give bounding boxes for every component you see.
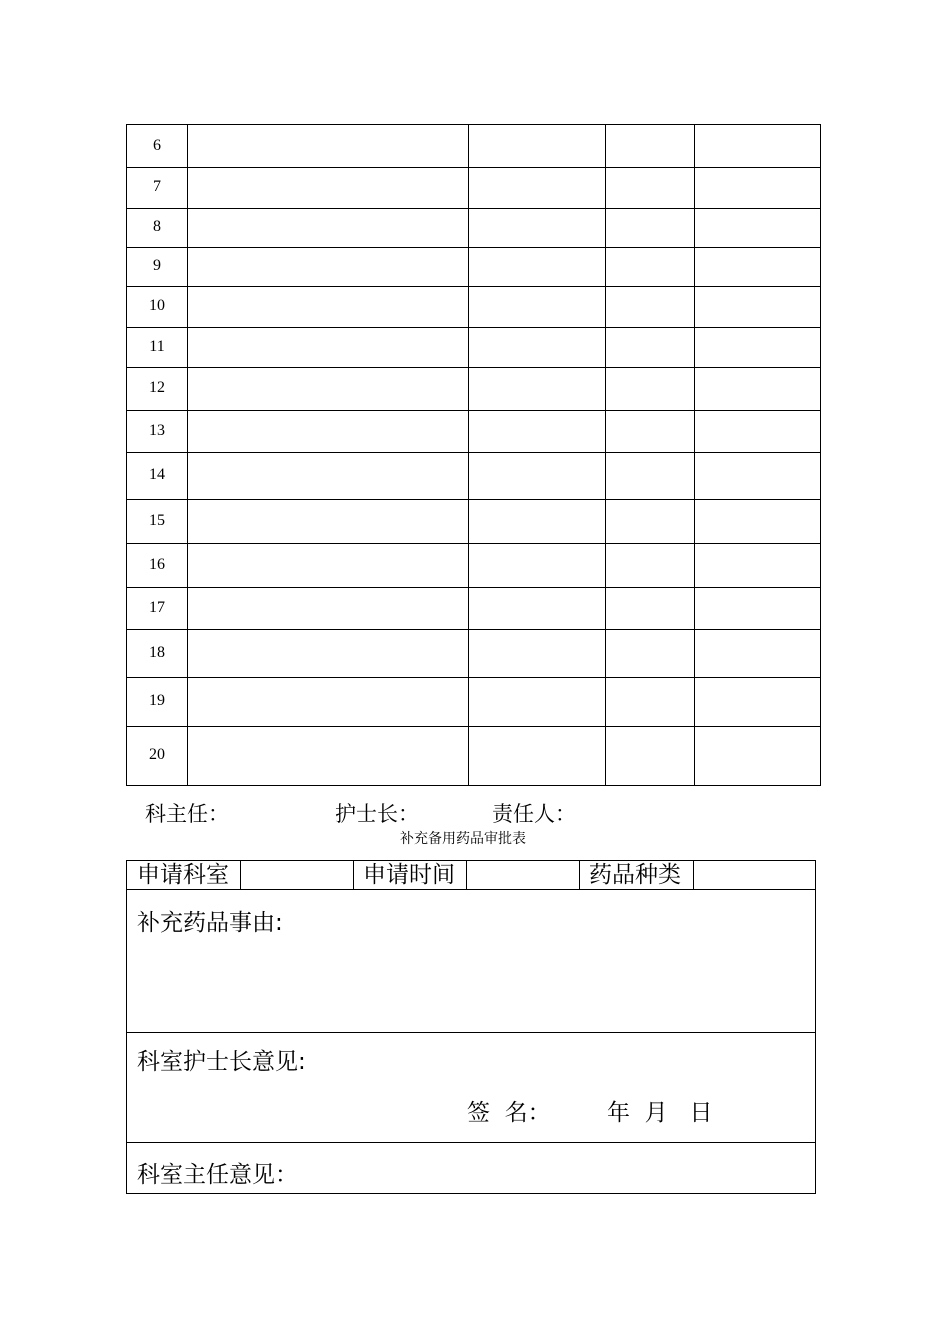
row-divider	[127, 499, 820, 500]
column-divider	[187, 125, 188, 785]
row-number: 20	[149, 746, 165, 763]
column-divider	[579, 861, 580, 889]
drug-list-table	[126, 124, 821, 786]
row-divider	[127, 452, 820, 453]
reason-label: 补充药品事由:	[137, 910, 283, 936]
row-number: 16	[149, 556, 165, 573]
responsible-signature-label: 责任人：	[492, 802, 576, 826]
row-divider	[127, 726, 820, 727]
row-divider	[127, 587, 820, 588]
row-divider	[127, 327, 820, 328]
apply-dept-label: 申请科室	[137, 862, 229, 888]
column-divider	[240, 861, 241, 889]
row-divider	[127, 208, 820, 209]
approval-form-table	[126, 860, 816, 1194]
row-number: 13	[149, 422, 165, 439]
head-nurse-signature-label: 护士长：	[335, 802, 419, 826]
row-divider	[127, 543, 820, 544]
drug-type-label: 药品种类	[589, 862, 681, 888]
director-signature-label: 科主任：	[145, 802, 229, 826]
approval-form-title: 补充备用药品审批表	[400, 831, 526, 847]
row-number: 19	[149, 692, 165, 709]
row-divider	[127, 367, 820, 368]
row-divider	[127, 167, 820, 168]
row-divider	[127, 629, 820, 630]
row-number: 10	[149, 297, 165, 314]
row-divider	[127, 889, 815, 890]
row-number: 8	[153, 218, 161, 235]
column-divider	[468, 125, 469, 785]
row-number: 12	[149, 379, 165, 396]
column-divider	[605, 125, 606, 785]
director-opinion-label: 科室主任意见：	[137, 1162, 298, 1188]
row-divider	[127, 286, 820, 287]
row-divider	[127, 1032, 815, 1033]
row-divider	[127, 247, 820, 248]
apply-time-label: 申请时间	[363, 862, 455, 888]
row-number: 17	[149, 599, 165, 616]
row-number: 9	[153, 257, 161, 274]
row-number: 11	[149, 338, 165, 355]
sign-label: 签 名：	[467, 1100, 551, 1126]
date-label: 年 月 日	[607, 1100, 713, 1126]
column-divider	[466, 861, 467, 889]
row-number: 6	[153, 137, 161, 154]
row-divider	[127, 677, 820, 678]
column-divider	[694, 125, 695, 785]
row-number: 15	[149, 512, 165, 529]
row-number: 18	[149, 644, 165, 661]
row-number: 7	[153, 178, 161, 195]
nurse-opinion-label: 科室护士长意见:	[137, 1049, 306, 1075]
row-divider	[127, 1142, 815, 1143]
row-number: 14	[149, 466, 165, 483]
column-divider	[693, 861, 694, 889]
row-divider	[127, 410, 820, 411]
column-divider	[353, 861, 354, 889]
